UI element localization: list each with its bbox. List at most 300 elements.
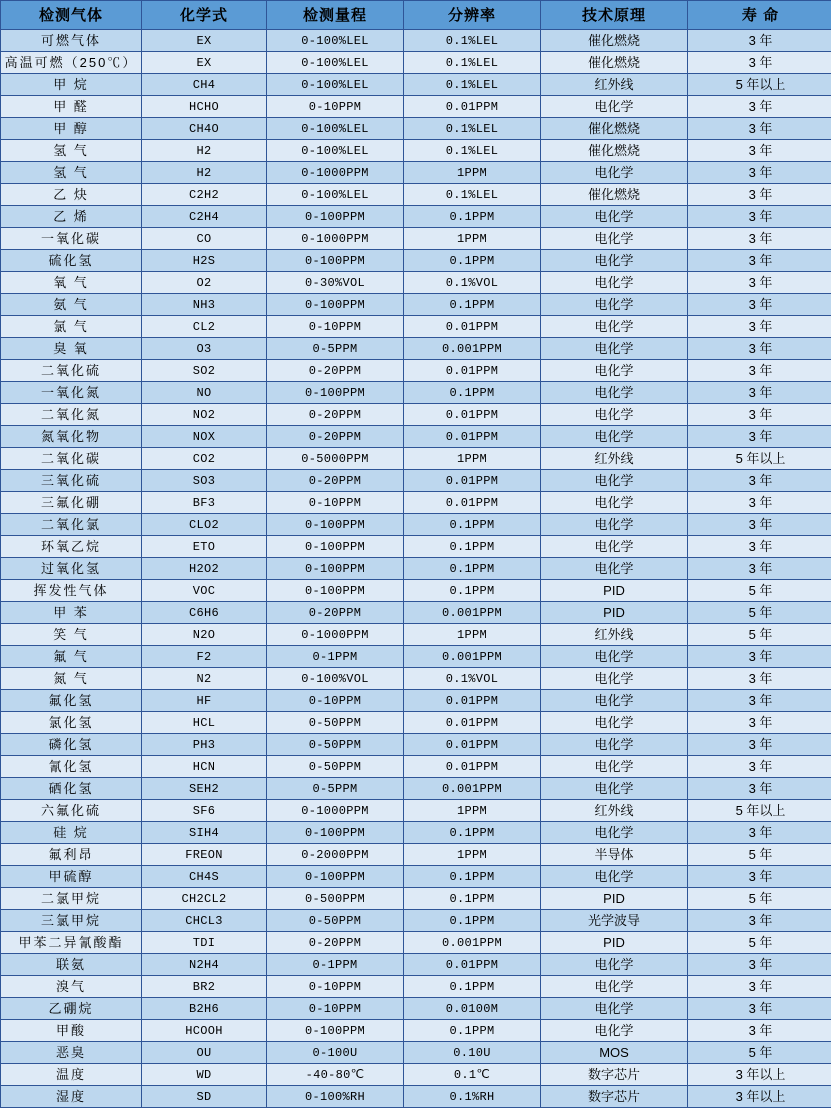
cell-range: 0-10PPM (267, 492, 404, 514)
table-header (1, 1, 831, 30)
cell-gas: 挥发性气体 (1, 580, 142, 602)
cell-formula: HCN (142, 756, 267, 778)
cell-formula: NO (142, 382, 267, 404)
cell-range: 0-1000PPM (267, 228, 404, 250)
cell-lifetime: 3 年 (688, 492, 831, 514)
cell-resolution: 0.1PPM (404, 558, 541, 580)
table-row (1, 404, 831, 426)
cell-formula: CH2CL2 (142, 888, 267, 910)
cell-principle: 催化燃烧 (541, 30, 688, 52)
cell-formula: HCHO (142, 96, 267, 118)
cell-lifetime: 3 年 (688, 778, 831, 800)
cell-resolution: 0.01PPM (404, 954, 541, 976)
cell-formula: CH4S (142, 866, 267, 888)
cell-principle: 电化学 (541, 382, 688, 404)
cell-range: 0-10PPM (267, 96, 404, 118)
cell-principle: 红外线 (541, 800, 688, 822)
cell-lifetime: 5 年以上 (688, 74, 831, 96)
cell-principle: PID (541, 932, 688, 954)
cell-principle: 电化学 (541, 228, 688, 250)
cell-lifetime: 3 年 (688, 756, 831, 778)
cell-range: 0-1PPM (267, 646, 404, 668)
cell-gas: 一氧化碳 (1, 228, 142, 250)
cell-resolution: 1PPM (404, 800, 541, 822)
cell-formula: C6H6 (142, 602, 267, 624)
cell-lifetime: 3 年以上 (688, 1086, 831, 1108)
cell-gas: 甲苯二异氰酸酯 (1, 932, 142, 954)
cell-lifetime: 3 年 (688, 294, 831, 316)
cell-gas: 氧 气 (1, 272, 142, 294)
cell-principle: 电化学 (541, 536, 688, 558)
cell-gas: 二氧化碳 (1, 448, 142, 470)
cell-resolution: 0.1PPM (404, 1020, 541, 1042)
cell-range: 0-100PPM (267, 382, 404, 404)
cell-principle: 催化燃烧 (541, 52, 688, 74)
cell-gas: 一氧化氮 (1, 382, 142, 404)
cell-gas: 联氨 (1, 954, 142, 976)
cell-formula: NOX (142, 426, 267, 448)
cell-gas: 氯化氢 (1, 712, 142, 734)
cell-principle: 电化学 (541, 294, 688, 316)
cell-range: 0-100%LEL (267, 52, 404, 74)
cell-range: 0-20PPM (267, 426, 404, 448)
cell-lifetime: 5 年 (688, 1042, 831, 1064)
cell-formula: C2H2 (142, 184, 267, 206)
cell-principle: 电化学 (541, 316, 688, 338)
table-row (1, 756, 831, 778)
table-row (1, 558, 831, 580)
cell-principle: 半导体 (541, 844, 688, 866)
table-row (1, 30, 831, 52)
cell-resolution: 0.1%LEL (404, 184, 541, 206)
cell-lifetime: 3 年 (688, 954, 831, 976)
cell-gas: 湿度 (1, 1086, 142, 1108)
table-row (1, 162, 831, 184)
table-row (1, 1042, 831, 1064)
cell-gas: 氨 气 (1, 294, 142, 316)
cell-range: 0-20PPM (267, 470, 404, 492)
cell-principle: 红外线 (541, 74, 688, 96)
cell-range: 0-100U (267, 1042, 404, 1064)
table-row (1, 778, 831, 800)
table-row (1, 228, 831, 250)
cell-gas: 六氟化硫 (1, 800, 142, 822)
cell-gas: 可燃气体 (1, 30, 142, 52)
cell-principle: 电化学 (541, 866, 688, 888)
cell-formula: SF6 (142, 800, 267, 822)
cell-lifetime: 3 年 (688, 140, 831, 162)
table-row (1, 1086, 831, 1108)
cell-gas: 过氧化氢 (1, 558, 142, 580)
cell-gas: 笑 气 (1, 624, 142, 646)
table-row (1, 52, 831, 74)
table-row (1, 910, 831, 932)
cell-range: 0-20PPM (267, 360, 404, 382)
cell-gas: 氮 气 (1, 668, 142, 690)
cell-gas: 三氧化硫 (1, 470, 142, 492)
cell-lifetime: 5 年以上 (688, 800, 831, 822)
table-row (1, 382, 831, 404)
cell-lifetime: 5 年 (688, 888, 831, 910)
cell-lifetime: 3 年 (688, 118, 831, 140)
cell-gas: 三氯甲烷 (1, 910, 142, 932)
cell-formula: F2 (142, 646, 267, 668)
cell-gas: 二氯甲烷 (1, 888, 142, 910)
cell-resolution: 1PPM (404, 844, 541, 866)
cell-lifetime: 3 年 (688, 668, 831, 690)
cell-lifetime: 3 年 (688, 228, 831, 250)
cell-formula: HCOOH (142, 1020, 267, 1042)
cell-range: 0-10PPM (267, 998, 404, 1020)
cell-resolution: 0.01PPM (404, 360, 541, 382)
cell-principle: 电化学 (541, 646, 688, 668)
cell-formula: N2O (142, 624, 267, 646)
cell-lifetime: 3 年 (688, 382, 831, 404)
cell-principle: 数字芯片 (541, 1064, 688, 1086)
cell-resolution: 0.1PPM (404, 822, 541, 844)
cell-gas: 氰化氢 (1, 756, 142, 778)
cell-principle: 电化学 (541, 470, 688, 492)
cell-range: 0-100%LEL (267, 118, 404, 140)
cell-formula: SIH4 (142, 822, 267, 844)
cell-gas: 温度 (1, 1064, 142, 1086)
cell-range: 0-500PPM (267, 888, 404, 910)
cell-principle: PID (541, 602, 688, 624)
cell-resolution: 0.1%VOL (404, 668, 541, 690)
table-row (1, 646, 831, 668)
cell-gas: 乙硼烷 (1, 998, 142, 1020)
table-body (1, 30, 831, 1108)
cell-principle: 红外线 (541, 624, 688, 646)
table-row (1, 492, 831, 514)
cell-resolution: 0.1PPM (404, 294, 541, 316)
cell-lifetime: 5 年 (688, 844, 831, 866)
cell-gas: 乙 烯 (1, 206, 142, 228)
table-row (1, 844, 831, 866)
cell-lifetime: 3 年 (688, 360, 831, 382)
cell-gas: 氟化氢 (1, 690, 142, 712)
table-row (1, 690, 831, 712)
cell-range: 0-100PPM (267, 1020, 404, 1042)
cell-formula: B2H6 (142, 998, 267, 1020)
cell-lifetime: 3 年 (688, 206, 831, 228)
cell-principle: 电化学 (541, 96, 688, 118)
cell-formula: FREON (142, 844, 267, 866)
table-row (1, 998, 831, 1020)
cell-range: 0-100%VOL (267, 668, 404, 690)
cell-gas: 环氧乙烷 (1, 536, 142, 558)
cell-principle: 电化学 (541, 404, 688, 426)
cell-resolution: 0.1PPM (404, 250, 541, 272)
table-row (1, 338, 831, 360)
cell-range: 0-100%LEL (267, 184, 404, 206)
table-row (1, 712, 831, 734)
cell-range: 0-50PPM (267, 712, 404, 734)
table-row (1, 470, 831, 492)
cell-gas: 氢 气 (1, 162, 142, 184)
cell-gas: 氢 气 (1, 140, 142, 162)
cell-range: 0-10PPM (267, 976, 404, 998)
cell-formula: CHCL3 (142, 910, 267, 932)
cell-formula: SD (142, 1086, 267, 1108)
cell-range: 0-5000PPM (267, 448, 404, 470)
cell-formula: EX (142, 52, 267, 74)
cell-resolution: 0.1%LEL (404, 30, 541, 52)
cell-lifetime: 3 年 (688, 690, 831, 712)
column-header-resolution: 分辨率 (404, 1, 541, 30)
cell-resolution: 0.1PPM (404, 382, 541, 404)
cell-gas: 溴气 (1, 976, 142, 998)
cell-resolution: 0.001PPM (404, 778, 541, 800)
cell-range: 0-100PPM (267, 558, 404, 580)
cell-range: 0-1000PPM (267, 624, 404, 646)
cell-gas: 二氧化氮 (1, 404, 142, 426)
cell-formula: ETO (142, 536, 267, 558)
table-row (1, 580, 831, 602)
cell-formula: CH4 (142, 74, 267, 96)
cell-range: 0-5PPM (267, 338, 404, 360)
cell-formula: BR2 (142, 976, 267, 998)
cell-principle: PID (541, 888, 688, 910)
cell-range: 0-1PPM (267, 954, 404, 976)
cell-principle: 电化学 (541, 712, 688, 734)
cell-range: 0-100%LEL (267, 74, 404, 96)
cell-resolution: 0.1PPM (404, 910, 541, 932)
cell-principle: 电化学 (541, 360, 688, 382)
cell-gas: 甲 醛 (1, 96, 142, 118)
table-row (1, 668, 831, 690)
cell-range: 0-100PPM (267, 514, 404, 536)
cell-resolution: 0.001PPM (404, 602, 541, 624)
column-header-range: 检测量程 (267, 1, 404, 30)
table-row (1, 294, 831, 316)
cell-principle: 电化学 (541, 822, 688, 844)
cell-range: 0-100PPM (267, 536, 404, 558)
cell-range: 0-10PPM (267, 690, 404, 712)
cell-range: 0-50PPM (267, 756, 404, 778)
cell-gas: 高温可燃（250℃） (1, 52, 142, 74)
cell-principle: 电化学 (541, 756, 688, 778)
cell-gas: 氟利昂 (1, 844, 142, 866)
cell-lifetime: 5 年 (688, 932, 831, 954)
table-row (1, 514, 831, 536)
table-row (1, 734, 831, 756)
cell-principle: 电化学 (541, 558, 688, 580)
table-row (1, 140, 831, 162)
cell-resolution: 0.01PPM (404, 426, 541, 448)
cell-gas: 氮氧化物 (1, 426, 142, 448)
cell-gas: 磷化氢 (1, 734, 142, 756)
cell-resolution: 0.01PPM (404, 734, 541, 756)
cell-resolution: 0.1PPM (404, 536, 541, 558)
cell-range: 0-30%VOL (267, 272, 404, 294)
cell-principle: 光学波导 (541, 910, 688, 932)
table-row (1, 932, 831, 954)
table-row (1, 426, 831, 448)
cell-lifetime: 3 年 (688, 866, 831, 888)
cell-range: 0-5PPM (267, 778, 404, 800)
cell-range: 0-100PPM (267, 580, 404, 602)
table-row (1, 602, 831, 624)
cell-range: 0-20PPM (267, 404, 404, 426)
table-row (1, 316, 831, 338)
cell-principle: PID (541, 580, 688, 602)
cell-gas: 甲 苯 (1, 602, 142, 624)
cell-range: 0-100PPM (267, 294, 404, 316)
table-row (1, 1020, 831, 1042)
cell-lifetime: 3 年以上 (688, 1064, 831, 1086)
cell-resolution: 0.01PPM (404, 690, 541, 712)
cell-formula: SEH2 (142, 778, 267, 800)
cell-formula: OU (142, 1042, 267, 1064)
cell-lifetime: 3 年 (688, 272, 831, 294)
table-row (1, 96, 831, 118)
cell-principle: 电化学 (541, 162, 688, 184)
cell-resolution: 0.1℃ (404, 1064, 541, 1086)
cell-resolution: 1PPM (404, 162, 541, 184)
cell-resolution: 0.1%LEL (404, 52, 541, 74)
cell-formula: O2 (142, 272, 267, 294)
cell-gas: 氟 气 (1, 646, 142, 668)
table-row (1, 976, 831, 998)
cell-formula: H2 (142, 162, 267, 184)
cell-gas: 二氧化氯 (1, 514, 142, 536)
cell-principle: 电化学 (541, 1020, 688, 1042)
cell-gas: 甲 醇 (1, 118, 142, 140)
cell-gas: 三氟化硼 (1, 492, 142, 514)
cell-formula: O3 (142, 338, 267, 360)
cell-gas: 硅 烷 (1, 822, 142, 844)
cell-range: 0-100%RH (267, 1086, 404, 1108)
cell-resolution: 0.1%LEL (404, 118, 541, 140)
cell-resolution: 0.1%VOL (404, 272, 541, 294)
cell-principle: 电化学 (541, 426, 688, 448)
cell-lifetime: 3 年 (688, 998, 831, 1020)
cell-gas: 甲硫醇 (1, 866, 142, 888)
cell-formula: NH3 (142, 294, 267, 316)
cell-range: 0-20PPM (267, 932, 404, 954)
cell-resolution: 0.01PPM (404, 470, 541, 492)
cell-resolution: 0.1PPM (404, 976, 541, 998)
cell-range: 0-100PPM (267, 866, 404, 888)
cell-formula: HCL (142, 712, 267, 734)
column-header-principle: 技术原理 (541, 1, 688, 30)
cell-range: -40-80℃ (267, 1064, 404, 1086)
cell-formula: HF (142, 690, 267, 712)
cell-principle: 电化学 (541, 778, 688, 800)
table-row (1, 272, 831, 294)
cell-range: 0-50PPM (267, 734, 404, 756)
cell-principle: 催化燃烧 (541, 140, 688, 162)
cell-lifetime: 3 年 (688, 1020, 831, 1042)
cell-range: 0-10PPM (267, 316, 404, 338)
cell-principle: 电化学 (541, 734, 688, 756)
cell-principle: 电化学 (541, 954, 688, 976)
cell-lifetime: 5 年 (688, 602, 831, 624)
cell-principle: 电化学 (541, 338, 688, 360)
cell-formula: H2O2 (142, 558, 267, 580)
cell-lifetime: 3 年 (688, 470, 831, 492)
cell-range: 0-20PPM (267, 602, 404, 624)
cell-lifetime: 5 年 (688, 580, 831, 602)
cell-resolution: 0.1PPM (404, 580, 541, 602)
cell-gas: 臭 氧 (1, 338, 142, 360)
cell-range: 0-2000PPM (267, 844, 404, 866)
cell-formula: C2H4 (142, 206, 267, 228)
cell-range: 0-1000PPM (267, 800, 404, 822)
cell-lifetime: 3 年 (688, 536, 831, 558)
cell-principle: 数字芯片 (541, 1086, 688, 1108)
cell-lifetime: 3 年 (688, 316, 831, 338)
cell-resolution: 1PPM (404, 448, 541, 470)
cell-lifetime: 3 年 (688, 404, 831, 426)
table-header-row (1, 1, 831, 30)
cell-resolution: 1PPM (404, 624, 541, 646)
cell-gas: 乙 炔 (1, 184, 142, 206)
table-row (1, 536, 831, 558)
cell-formula: CO2 (142, 448, 267, 470)
cell-gas: 氯 气 (1, 316, 142, 338)
cell-principle: 电化学 (541, 668, 688, 690)
cell-formula: H2S (142, 250, 267, 272)
table-row (1, 74, 831, 96)
cell-formula: CH4O (142, 118, 267, 140)
cell-principle: 电化学 (541, 976, 688, 998)
cell-range: 0-100%LEL (267, 140, 404, 162)
cell-resolution: 0.1PPM (404, 206, 541, 228)
cell-range: 0-100%LEL (267, 30, 404, 52)
cell-lifetime: 3 年 (688, 646, 831, 668)
table-row (1, 866, 831, 888)
table-row (1, 624, 831, 646)
table-row (1, 448, 831, 470)
column-header-gas: 检测气体 (1, 1, 142, 30)
cell-formula: SO2 (142, 360, 267, 382)
cell-resolution: 0.1PPM (404, 888, 541, 910)
cell-resolution: 0.1%LEL (404, 140, 541, 162)
cell-formula: BF3 (142, 492, 267, 514)
cell-range: 0-50PPM (267, 910, 404, 932)
cell-principle: 电化学 (541, 690, 688, 712)
cell-gas: 硒化氢 (1, 778, 142, 800)
cell-formula: H2 (142, 140, 267, 162)
cell-lifetime: 3 年 (688, 558, 831, 580)
cell-formula: CO (142, 228, 267, 250)
cell-lifetime: 3 年 (688, 52, 831, 74)
cell-lifetime: 3 年 (688, 822, 831, 844)
cell-formula: CLO2 (142, 514, 267, 536)
cell-lifetime: 3 年 (688, 910, 831, 932)
cell-lifetime: 3 年 (688, 734, 831, 756)
cell-lifetime: 5 年 (688, 624, 831, 646)
cell-principle: 催化燃烧 (541, 118, 688, 140)
cell-formula: N2 (142, 668, 267, 690)
table-row (1, 360, 831, 382)
cell-principle: 红外线 (541, 448, 688, 470)
cell-lifetime: 3 年 (688, 514, 831, 536)
cell-principle: 电化学 (541, 206, 688, 228)
cell-resolution: 0.001PPM (404, 646, 541, 668)
cell-range: 0-100PPM (267, 250, 404, 272)
column-header-lifetime: 寿 命 (688, 1, 831, 30)
cell-resolution: 0.1PPM (404, 514, 541, 536)
cell-gas: 硫化氢 (1, 250, 142, 272)
cell-formula: NO2 (142, 404, 267, 426)
cell-resolution: 0.001PPM (404, 338, 541, 360)
cell-lifetime: 3 年 (688, 30, 831, 52)
column-header-formula: 化学式 (142, 1, 267, 30)
table-row (1, 118, 831, 140)
